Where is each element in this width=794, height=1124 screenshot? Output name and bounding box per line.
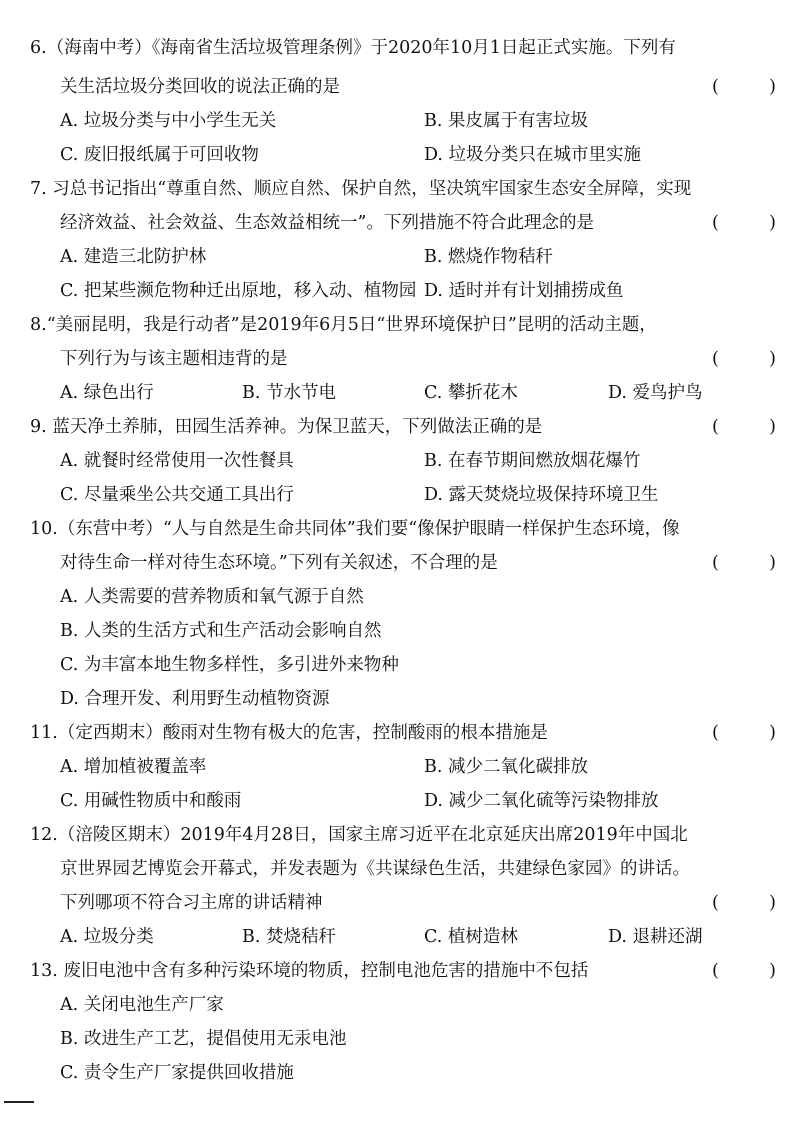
option-d: D. 退耕还湖 [608, 927, 703, 947]
question-stem: 9. 蓝天净土养肺，田园生活养神。为保卫蓝天，下列做法正确的是 [30, 417, 543, 437]
option-c: C. 责令生产厂家提供回收措施 [60, 1063, 294, 1083]
question-stem-cont: 下列行为与该主题相违背的是 [60, 349, 288, 369]
question-stem: 8.“美丽昆明，我是行动者”是2019年6月5日“世界环境保护日”昆明的活动主题， [30, 315, 657, 335]
option-b: B. 在春节期间燃放烟花爆竹 [424, 451, 641, 471]
question-stem-cont: 京世界园艺博览会开幕式，并发表题为《共谋绿色生活，共建绿色家园》的讲话。 [60, 859, 690, 879]
answer-blank[interactable]: ( ) [712, 213, 776, 233]
answer-blank[interactable]: ( ) [712, 417, 776, 437]
option-a: A. 就餐时经常使用一次性餐具 [60, 451, 294, 471]
option-a: A. 垃圾分类与中小学生无关 [60, 111, 277, 131]
question-stem: 13. 废旧电池中含有多种污染环境的物质，控制电池危害的措施中不包括 [30, 961, 589, 981]
option-b: B. 焚烧秸秆 [242, 927, 336, 947]
answer-blank[interactable]: ( ) [712, 349, 776, 369]
option-b: B. 减少二氧化碳排放 [424, 757, 588, 777]
option-a: A. 垃圾分类 [60, 927, 154, 947]
option-c: C. 废旧报纸属于可回收物 [60, 145, 259, 165]
question-stem: 6.（海南中考）《海南省生活垃圾管理条例》于2020年10月1日起正式实施。下列有 [30, 38, 676, 58]
answer-blank[interactable]: ( ) [712, 553, 776, 573]
option-d: D. 露天焚烧垃圾保持环境卫生 [424, 485, 659, 505]
option-c: C. 为丰富本地生物多样性，多引进外来物种 [60, 655, 399, 675]
option-a: A. 绿色出行 [60, 383, 154, 403]
option-d: D. 合理开发、利用野生动植物资源 [60, 689, 330, 709]
option-b: B. 人类的生活方式和生产活动会影响自然 [60, 621, 382, 641]
option-d: D. 适时并有计划捕捞成鱼 [424, 281, 624, 301]
answer-blank[interactable]: ( ) [712, 893, 776, 913]
question-stem-cont: 下列哪项不符合习主席的讲话精神 [60, 893, 323, 913]
question-stem: 7. 习总书记指出“尊重自然、顺应自然、保护自然，坚决筑牢国家生态安全屏障，实现 [30, 179, 692, 199]
answer-blank[interactable]: ( ) [712, 77, 776, 97]
question-stem-cont: 经济效益、社会效益、生态效益相统一”。下列措施不符合此理念的是 [60, 213, 594, 233]
question-stem: 11.（定西期末）酸雨对生物有极大的危害，控制酸雨的根本措施是 [30, 723, 548, 743]
question-stem: 12.（涪陵区期末）2019年4月28日，国家主席习近平在北京延庆出席2019年中国北 [30, 825, 688, 845]
option-b: B. 改进生产工艺，提倡使用无汞电池 [60, 1029, 347, 1049]
page-corner-mark [4, 1101, 34, 1103]
option-d: D. 垃圾分类只在城市里实施 [424, 145, 642, 165]
option-a: A. 增加植被覆盖率 [60, 757, 207, 777]
question-stem: 10.（东营中考）“人与自然是生命共同体”我们要“像保护眼睛一样保护生态环境，像 [30, 519, 680, 539]
option-d: D. 减少二氧化硫等污染物排放 [424, 791, 659, 811]
question-stem-cont: 对待生命一样对待生态环境。”下列有关叙述，不合理的是 [60, 553, 498, 573]
question-stem-cont: 关生活垃圾分类回收的说法正确的是 [60, 77, 340, 97]
answer-blank[interactable]: ( ) [712, 961, 776, 981]
option-c: C. 把某些濒危物种迁出原地，移入动、植物园 [60, 281, 417, 301]
option-a: A. 关闭电池生产厂家 [60, 995, 224, 1015]
option-a: A. 人类需要的营养物质和氧气源于自然 [60, 587, 364, 607]
option-d: D. 爱鸟护鸟 [608, 383, 703, 403]
option-c: C. 尽量乘坐公共交通工具出行 [60, 485, 294, 505]
option-a: A. 建造三北防护林 [60, 247, 207, 267]
option-b: B. 果皮属于有害垃圾 [424, 111, 588, 131]
answer-blank[interactable]: ( ) [712, 723, 776, 743]
option-c: C. 用碱性物质中和酸雨 [60, 791, 242, 811]
option-b: B. 燃烧作物秸秆 [424, 247, 553, 267]
option-b: B. 节水节电 [242, 383, 336, 403]
option-c: C. 攀折花木 [424, 383, 518, 403]
option-c: C. 植树造林 [424, 927, 518, 947]
